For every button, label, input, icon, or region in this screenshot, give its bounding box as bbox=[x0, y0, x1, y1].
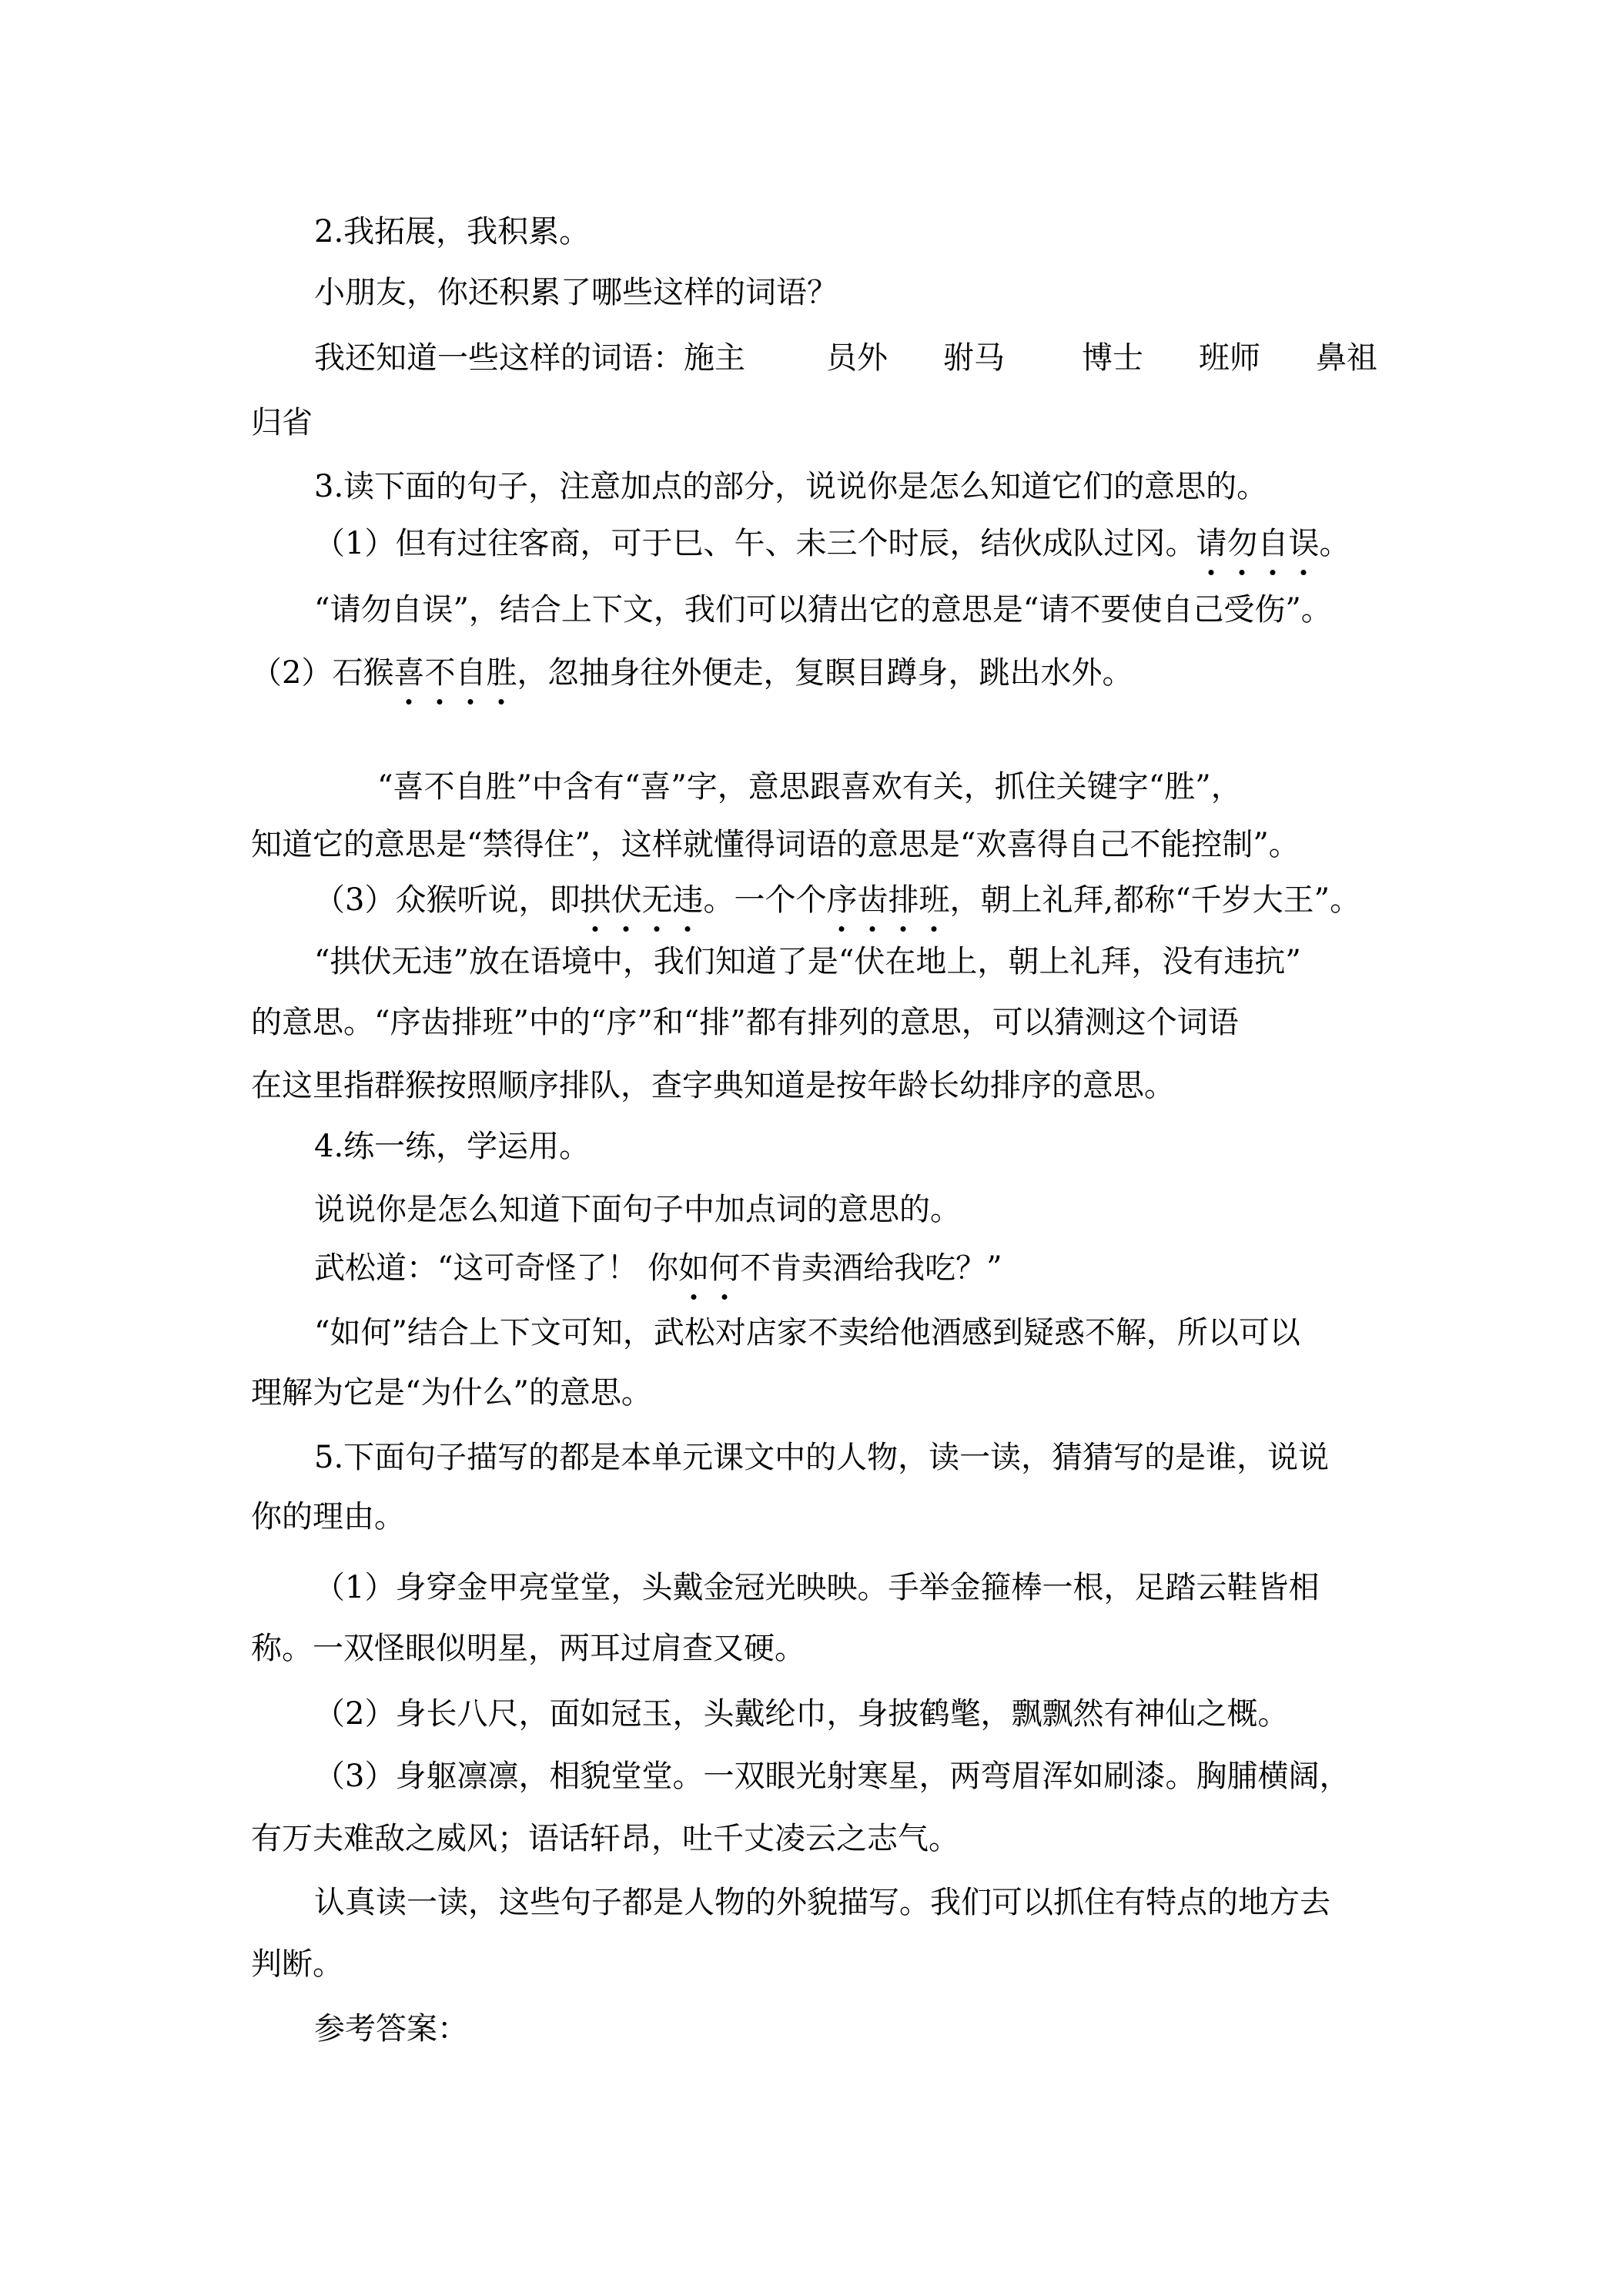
word-list-line bbox=[314, 339, 1377, 377]
sentence-text: 。 bbox=[1319, 526, 1350, 561]
answer-heading: 参考答案： bbox=[314, 2011, 468, 2047]
dotted-char: 胜 bbox=[486, 654, 517, 692]
dotted-char: 自 bbox=[1257, 524, 1288, 563]
sentence-text: 不肯卖酒给我吃？” bbox=[740, 1250, 1002, 1286]
dotted-char: 无 bbox=[641, 881, 672, 919]
dotted-char: 齿 bbox=[857, 881, 888, 919]
section-4-heading: 4.练一练，学运用。 bbox=[314, 1129, 591, 1164]
explanation-4-cont: 理解为它是“为什么”的意思。 bbox=[251, 1375, 652, 1411]
description-3: （3）身躯凛凛，相貌堂堂。一双眼光射寒星，两弯眉浑如刷漆。胸脯横阔， bbox=[314, 1759, 1350, 1794]
sentence-text: （2）石猴 bbox=[251, 655, 394, 691]
description-2: （2）身长八尺，面如冠玉，头戴纶巾，身披鹤氅，飘飘然有神仙之概。 bbox=[314, 1696, 1289, 1732]
dotted-char: 班 bbox=[919, 881, 949, 919]
word-item: 博士 bbox=[1082, 340, 1143, 376]
dotted-char: 拱 bbox=[580, 881, 611, 919]
description-3-cont: 有万夫难敌之威风；语话轩昂，吐千丈凌云之志气。 bbox=[251, 1821, 959, 1856]
explanation-4: “如何”结合上下文可知，武松对店家不卖给他酒感到疑惑不解，所以可以 bbox=[314, 1315, 1300, 1350]
word-item: 班师 bbox=[1199, 340, 1260, 376]
sentence-text: 。一个个 bbox=[703, 882, 827, 918]
example-sentence-4 bbox=[314, 1249, 1002, 1287]
dotted-char: 自 bbox=[455, 654, 486, 692]
sentence-text: （1）但有过往客商，可于巳、午、未三个时辰，结伙成队过冈。 bbox=[314, 526, 1196, 561]
explanation-1: “请勿自误”，结合上下文，我们可以猜出它的意思是“请不要使自己受伤”。 bbox=[314, 592, 1332, 628]
section-5-heading-cont: 你的理由。 bbox=[251, 1499, 405, 1535]
dotted-char: 排 bbox=[888, 881, 919, 919]
explanation-2-cont: 知道它的意思是“禁得住”，这样就懂得词语的意思是“欢喜得自己不能控制”。 bbox=[251, 827, 1300, 862]
section-2-heading: 2.我拓展，我积累。 bbox=[314, 214, 591, 249]
word-item: 鼻祖 bbox=[1316, 340, 1377, 376]
section-5-heading: 5.下面句子描写的都是本单元课文中的人物，读一读，猜猜写的是谁，说说 bbox=[314, 1440, 1330, 1475]
dotted-char: 喜 bbox=[393, 654, 424, 692]
dotted-char: 伏 bbox=[611, 881, 641, 919]
dotted-char: 何 bbox=[709, 1249, 740, 1287]
example-sentence-3 bbox=[314, 881, 1360, 919]
sentence-text: ，朝上礼拜,都称“千岁大王”。 bbox=[949, 882, 1361, 918]
sentence-text: （3）众猴听说，即 bbox=[314, 882, 581, 918]
dotted-char: 不 bbox=[424, 654, 455, 692]
word-item: 归省 bbox=[251, 405, 313, 440]
description-1: （1）身穿金甲亮堂堂，头戴金冠光映映。手举金箍棒一根，足踏云鞋皆相 bbox=[314, 1570, 1320, 1605]
word-item: 员外 bbox=[826, 340, 888, 376]
dotted-char: 请 bbox=[1196, 524, 1226, 563]
dotted-char: 误 bbox=[1288, 524, 1319, 563]
word-list-intro: 我还知道一些这样的词语：施主 bbox=[314, 340, 745, 376]
dotted-char: 如 bbox=[678, 1249, 709, 1287]
example-sentence-1 bbox=[314, 524, 1350, 563]
sentence-text: 武松道：“这可奇怪了！ 你 bbox=[314, 1250, 679, 1286]
explanation-3: “拱伏无违”放在语境中，我们知道了是“伏在地上，朝上礼拜，没有违抗” bbox=[314, 944, 1301, 979]
explanation-2: “喜不自胜”中含有“喜”字，意思跟喜欢有关，抓住关键字“胜”， bbox=[377, 769, 1242, 805]
word-item: 驸马 bbox=[943, 340, 1005, 376]
paragraph-cont: 判断。 bbox=[251, 1946, 343, 1982]
dotted-char: 违 bbox=[672, 881, 703, 919]
paragraph: 说说你是怎么知道下面句子中加点词的意思的。 bbox=[314, 1192, 961, 1227]
dotted-char: 序 bbox=[826, 881, 857, 919]
paragraph: 认真读一读，这些句子都是人物的外貌描写。我们可以抓住有特点的地方去 bbox=[314, 1885, 1330, 1920]
explanation-3-cont: 在这里指群猴按照顺序排队，查字典知道是按年龄长幼排序的意思。 bbox=[251, 1068, 1175, 1103]
example-sentence-2 bbox=[251, 654, 1133, 692]
paragraph: 小朋友，你还积累了哪些这样的词语？ bbox=[314, 275, 838, 310]
dotted-char: 勿 bbox=[1226, 524, 1257, 563]
sentence-text: ，忽抽身往外便走，复瞑目蹲身，跳出水外。 bbox=[517, 655, 1133, 691]
explanation-3-cont: 的意思。“序齿排班”中的“序”和“排”都有排列的意思，可以猜测这个词语 bbox=[251, 1005, 1239, 1040]
description-1-cont: 称。一双怪眼似明星，两耳过肩查又硬。 bbox=[251, 1631, 805, 1666]
section-3-heading: 3.读下面的句子，注意加点的部分，说说你是怎么知道它们的意思的。 bbox=[314, 469, 1268, 504]
